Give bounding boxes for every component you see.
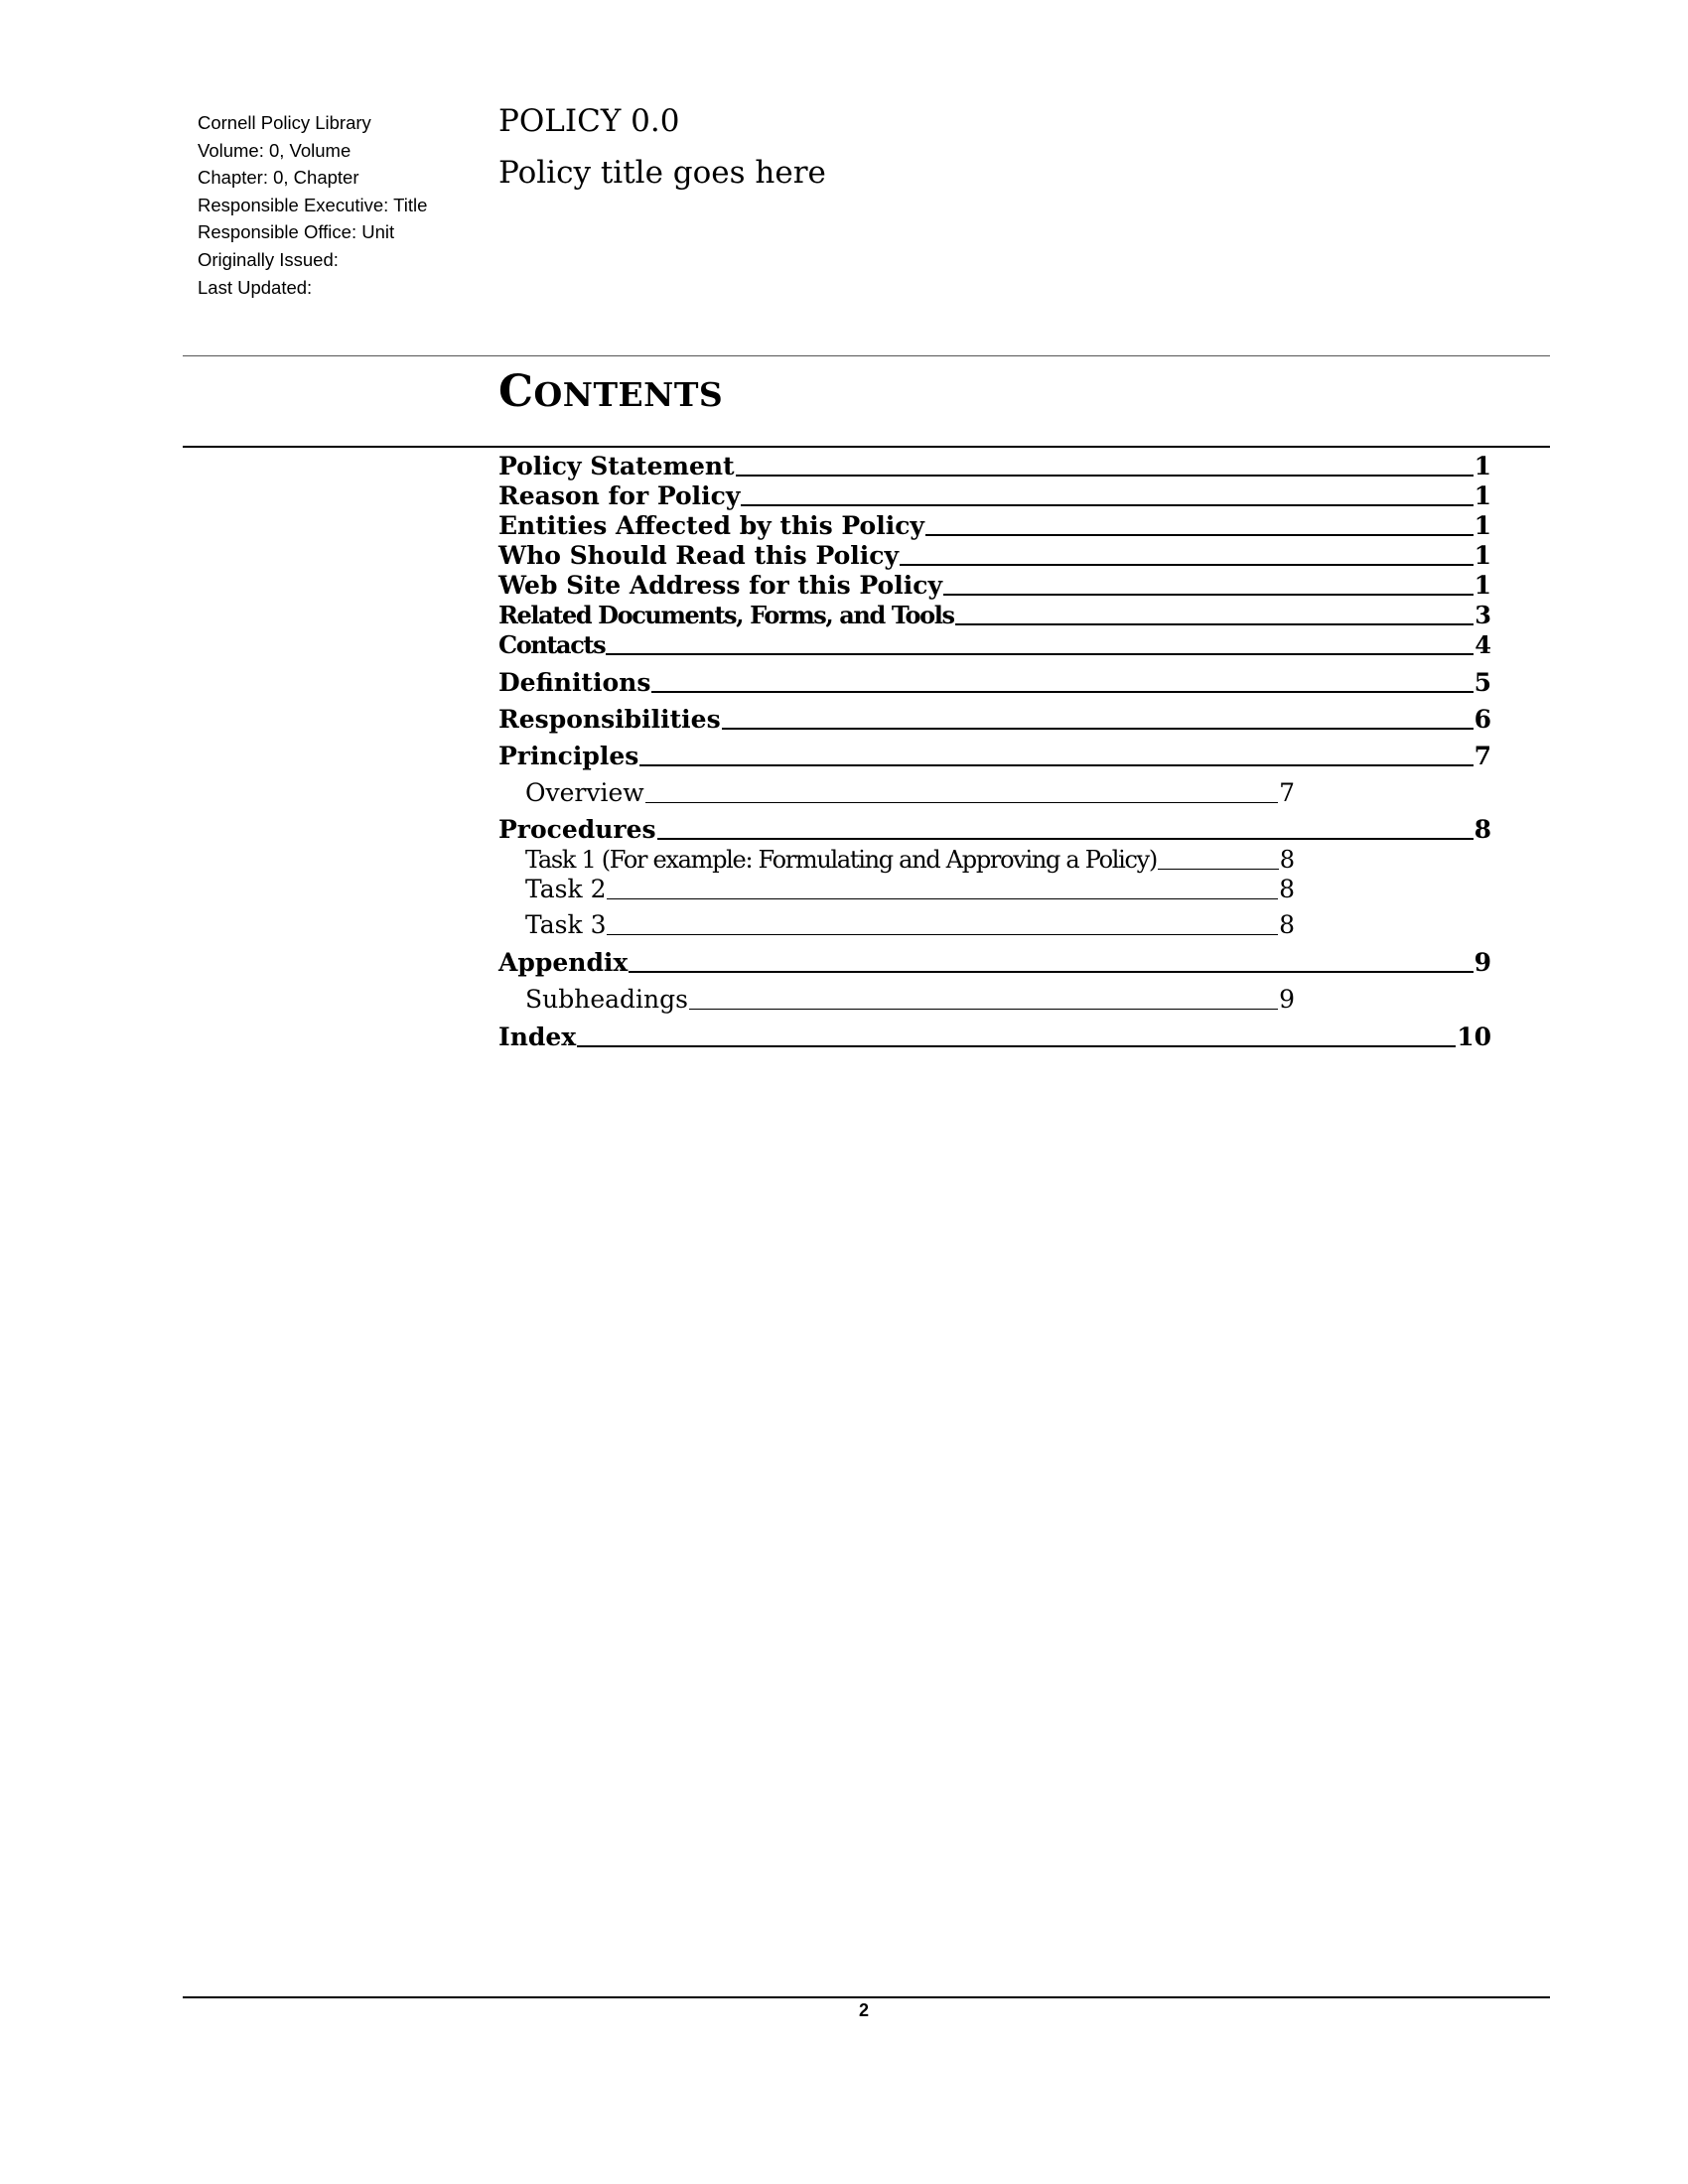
toc-entry-page: 3 <box>1475 601 1491 629</box>
toc-entry-page: 9 <box>1474 948 1491 977</box>
contents-heading-initial: C <box>498 366 534 417</box>
toc-entry-page: 8 <box>1279 910 1295 939</box>
toc-entry-principles[interactable] <box>498 743 1491 770</box>
library-name: Cornell Policy Library <box>198 112 371 133</box>
toc-entry-label: Related Documents, Forms, and Tools <box>498 601 954 629</box>
footer-divider <box>183 1996 1550 1998</box>
toc-entry-label: Task 1 (For example: Formulating and Approving a Policy) <box>525 846 1157 874</box>
toc-entry-index[interactable] <box>498 1024 1491 1051</box>
policy-title: Policy title goes here <box>498 155 826 191</box>
toc-entry-label: Responsibilities <box>498 705 721 734</box>
toc-entry-overview[interactable] <box>525 779 1295 807</box>
toc-leader-line <box>722 728 1474 730</box>
toc-entry-page: 1 <box>1474 452 1491 480</box>
toc-entry-label: Index <box>498 1023 577 1051</box>
toc-leader-line <box>1158 869 1279 870</box>
toc-entry-who-should-read[interactable] <box>498 542 1491 570</box>
toc-entry-web-site-address[interactable] <box>498 572 1491 600</box>
toc-entry-page: 8 <box>1279 875 1295 903</box>
toc-entry-page: 4 <box>1475 630 1491 659</box>
toc-entry-page: 6 <box>1474 705 1491 734</box>
toc-entry-contacts[interactable] <box>498 631 1491 659</box>
toc-entry-related-documents[interactable] <box>498 602 1491 629</box>
toc-entry-page: 9 <box>1279 985 1295 1014</box>
toc-entry-label: Overview <box>525 778 644 807</box>
toc-leader-line <box>900 564 1474 566</box>
toc-leader-line <box>741 504 1473 506</box>
responsible-executive-line: Responsible Executive: Title <box>198 194 428 215</box>
responsible-office-line: Responsible Office: Unit <box>198 221 395 243</box>
page-number: 2 <box>858 2000 869 2020</box>
toc-entry-page: 1 <box>1474 571 1491 600</box>
toc-leader-line <box>689 1009 1278 1010</box>
toc-entry-page: 7 <box>1474 742 1491 770</box>
policy-number: POLICY 0.0 <box>498 103 680 139</box>
toc-entry-label: Appendix <box>498 948 629 977</box>
toc-leader-line <box>606 653 1474 655</box>
toc-entry-page: 5 <box>1474 668 1491 697</box>
toc-entry-label: Reason for Policy <box>498 481 741 510</box>
toc-leader-line <box>577 1045 1456 1047</box>
toc-entry-label: Entities Affected by this Policy <box>498 511 924 540</box>
toc-entry-appendix[interactable] <box>498 949 1491 977</box>
toc-entry-reason-for-policy[interactable] <box>498 482 1491 510</box>
toc-leader-line <box>639 764 1473 766</box>
toc-entry-page: 1 <box>1474 511 1491 540</box>
toc-entry-label: Policy Statement <box>498 452 735 480</box>
toc-entry-page: 10 <box>1457 1023 1491 1051</box>
toc-entry-entities-affected[interactable] <box>498 512 1491 540</box>
chapter-line: Chapter: 0, Chapter <box>198 167 359 189</box>
toc-entry-task-2[interactable] <box>525 876 1295 903</box>
toc-leader-line <box>607 898 1278 899</box>
toc-entry-task-3[interactable] <box>525 911 1295 939</box>
toc-entry-subheadings[interactable] <box>525 986 1295 1014</box>
toc-leader-line <box>651 691 1473 693</box>
contents-heading-rest: ONTENTS <box>533 375 724 414</box>
originally-issued-line: Originally Issued: <box>198 248 339 270</box>
toc-leader-line <box>645 802 1278 803</box>
toc-leader-line <box>607 934 1278 935</box>
toc-leader-line <box>925 534 1474 536</box>
toc-entry-label: Web Site Address for this Policy <box>498 571 942 600</box>
last-updated-line: Last Updated: <box>198 276 313 298</box>
toc-entry-procedures[interactable] <box>498 816 1491 844</box>
toc-entry-page: 1 <box>1474 481 1491 510</box>
toc-entry-label: Task 2 <box>525 875 607 903</box>
toc-entry-page: 7 <box>1279 778 1295 807</box>
toc-leader-line <box>955 623 1475 625</box>
volume-line: Volume: 0, Volume <box>198 139 352 161</box>
toc-entry-definitions[interactable] <box>498 669 1491 697</box>
toc-entry-label: Subheadings <box>525 985 688 1014</box>
toc-entry-label: Who Should Read this Policy <box>498 541 900 570</box>
toc-entry-label: Contacts <box>498 630 606 659</box>
toc-entry-label: Procedures <box>498 815 656 844</box>
toc-entry-policy-statement[interactable] <box>498 453 1491 480</box>
toc-entry-page: 8 <box>1474 815 1491 844</box>
toc-leader-line <box>657 838 1474 840</box>
toc-entry-page: 8 <box>1279 846 1295 874</box>
toc-entry-responsibilities[interactable] <box>498 706 1491 734</box>
toc-leader-line <box>629 971 1473 973</box>
toc-entry-page: 1 <box>1474 541 1491 570</box>
toc-entry-label: Definitions <box>498 668 651 697</box>
toc-leader-line <box>736 475 1474 477</box>
toc-leader-line <box>943 594 1474 596</box>
toc-entry-task-1[interactable] <box>525 846 1295 874</box>
toc-entry-label: Task 3 <box>525 910 607 939</box>
toc-entry-label: Principles <box>498 742 639 770</box>
